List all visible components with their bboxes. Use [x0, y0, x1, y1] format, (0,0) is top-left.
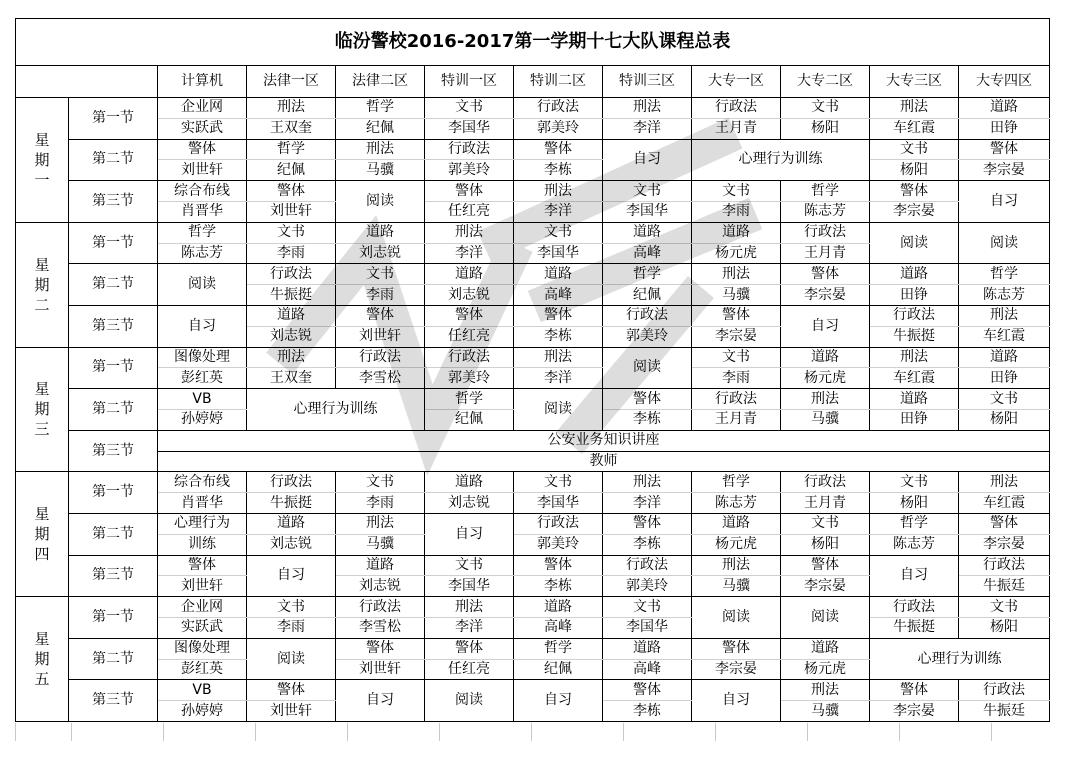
course-subject: 行政法	[870, 306, 959, 327]
course-subject: 道路	[425, 472, 514, 493]
course-subject: 道路	[959, 347, 1050, 368]
course-subject: 文书	[781, 98, 870, 119]
course-subject: 行政法	[959, 680, 1050, 701]
course-subject: 警体	[158, 555, 247, 576]
course-teacher: 李洋	[514, 202, 603, 223]
course-subject: 文书	[425, 555, 514, 576]
course-teacher: 马骥	[781, 409, 870, 430]
period-label: 第二节	[69, 139, 158, 181]
course-subject: 道路	[870, 389, 959, 410]
course-subject: 文书	[425, 98, 514, 119]
course-teacher: 王月青	[781, 243, 870, 264]
course-teacher: 马骥	[336, 534, 425, 555]
period-label: 第一节	[69, 222, 158, 264]
course-teacher: 高峰	[514, 285, 603, 306]
course-merged: 阅读	[870, 222, 959, 264]
course-teacher: 田铮	[870, 409, 959, 430]
course-subject: 警体	[425, 181, 514, 202]
course-subject: 刑法	[514, 181, 603, 202]
lecture-teacher: 教师	[158, 451, 1050, 472]
period-label: 第三节	[69, 306, 158, 348]
course-teacher: 孙婷婷	[158, 701, 247, 722]
course-subject: 警体	[425, 638, 514, 659]
course-subject: 行政法	[247, 472, 336, 493]
course-teacher: 李雨	[247, 243, 336, 264]
course-teacher: 陈志芳	[959, 285, 1050, 306]
course-teacher: 李洋	[603, 118, 692, 139]
course-teacher: 刘世轩	[158, 576, 247, 597]
course-teacher: 杨元虎	[781, 368, 870, 389]
course-merged: 自习	[781, 306, 870, 348]
course-teacher: 任红亮	[425, 202, 514, 223]
course-teacher: 郭美玲	[425, 160, 514, 181]
course-subject: 行政法	[514, 513, 603, 534]
course-subject: 警体	[603, 513, 692, 534]
course-teacher: 李栋	[603, 409, 692, 430]
course-subject: 心理行为	[158, 513, 247, 534]
course-teacher: 刘志锐	[336, 576, 425, 597]
course-subject: 哲学	[158, 222, 247, 243]
course-teacher: 牛振挺	[247, 285, 336, 306]
course-teacher: 实跃武	[158, 617, 247, 638]
column-header: 特训三区	[603, 65, 692, 97]
day-label	[16, 472, 69, 597]
course-teacher: 李洋	[425, 617, 514, 638]
course-teacher: 杨元虎	[692, 243, 781, 264]
spreadsheet-bottom-row	[15, 723, 1049, 741]
course-subject: 刑法	[692, 264, 781, 285]
course-teacher: 马骥	[692, 285, 781, 306]
course-merged: 阅读	[158, 264, 247, 306]
course-subject: 刑法	[336, 513, 425, 534]
course-subject: 行政法	[247, 264, 336, 285]
period-label: 第二节	[69, 513, 158, 555]
course-subject: 道路	[247, 513, 336, 534]
course-teacher: 孙婷婷	[158, 409, 247, 430]
course-subject: 哲学	[870, 513, 959, 534]
course-teacher: 李雨	[247, 617, 336, 638]
course-teacher: 刘志锐	[336, 243, 425, 264]
course-subject: 刑法	[603, 472, 692, 493]
period-label: 第三节	[69, 680, 158, 722]
day-name: 星期五	[34, 630, 50, 689]
course-subject: 哲学	[247, 139, 336, 160]
course-subject: 警体	[781, 264, 870, 285]
course-teacher: 杨阳	[781, 534, 870, 555]
column-header: 大专三区	[870, 65, 959, 97]
course-subject: VB	[158, 680, 247, 701]
course-teacher: 牛振挺	[247, 493, 336, 514]
course-teacher: 纪佩	[514, 659, 603, 680]
course-subject: 警体	[603, 389, 692, 410]
course-teacher: 纪佩	[336, 118, 425, 139]
day-name: 星期四	[34, 505, 50, 564]
period-label: 第一节	[69, 98, 158, 140]
course-subject: 行政法	[336, 597, 425, 618]
course-teacher: 田铮	[870, 285, 959, 306]
period-label: 第一节	[69, 472, 158, 514]
page-title: 临汾警校2016-2017第一学期十七大队课程总表	[16, 19, 1050, 66]
course-subject: 文书	[336, 472, 425, 493]
course-merged: 自习	[603, 139, 692, 181]
course-merged: 自习	[514, 680, 603, 722]
day-label	[16, 347, 69, 472]
course-subject: 刑法	[514, 347, 603, 368]
course-teacher: 纪佩	[425, 409, 514, 430]
period-label: 第三节	[69, 555, 158, 597]
course-subject: 文书	[603, 181, 692, 202]
course-teacher: 李洋	[425, 243, 514, 264]
period-label: 第三节	[69, 181, 158, 223]
course-teacher: 郭美玲	[603, 326, 692, 347]
course-subject: 道路	[603, 222, 692, 243]
course-teacher: 任红亮	[425, 326, 514, 347]
course-subject: 道路	[514, 597, 603, 618]
course-teacher: 李宗晏	[692, 326, 781, 347]
day-name: 星期三	[34, 380, 50, 439]
course-teacher: 李雨	[692, 368, 781, 389]
course-teacher: 王月青	[781, 493, 870, 514]
course-teacher: 纪佩	[247, 160, 336, 181]
course-subject: 刑法	[692, 555, 781, 576]
course-subject: 哲学	[336, 98, 425, 119]
course-subject: 文书	[692, 181, 781, 202]
course-subject: 综合布线	[158, 472, 247, 493]
course-subject: 警体	[692, 306, 781, 327]
column-header: 特训二区	[514, 65, 603, 97]
course-subject: 道路	[959, 98, 1050, 119]
course-teacher: 任红亮	[425, 659, 514, 680]
course-teacher: 马骥	[781, 701, 870, 722]
course-teacher: 王月青	[692, 409, 781, 430]
course-subject: 行政法	[603, 555, 692, 576]
column-header: 特训一区	[425, 65, 514, 97]
period-label: 第二节	[69, 638, 158, 680]
course-subject: 文书	[514, 222, 603, 243]
course-subject: 道路	[870, 264, 959, 285]
course-teacher: 实跃武	[158, 118, 247, 139]
course-teacher: 刘世轩	[158, 160, 247, 181]
course-subject: 警体	[158, 139, 247, 160]
course-teacher: 李国华	[514, 243, 603, 264]
course-teacher: 高峰	[603, 243, 692, 264]
course-subject: 警体	[959, 139, 1050, 160]
course-subject: 行政法	[692, 98, 781, 119]
column-header: 大专二区	[781, 65, 870, 97]
course-teacher: 李栋	[603, 701, 692, 722]
course-teacher: 车红霞	[959, 326, 1050, 347]
day-name: 星期二	[34, 255, 50, 314]
course-teacher: 李宗晏	[781, 576, 870, 597]
course-merged: 阅读	[514, 389, 603, 431]
schedule-table	[15, 18, 1050, 722]
course-subject: 道路	[781, 347, 870, 368]
course-subject: 刑法	[603, 98, 692, 119]
course-teacher: 彭红英	[158, 659, 247, 680]
course-teacher: 刘志锐	[425, 285, 514, 306]
course-merged: 阅读	[425, 680, 514, 722]
period-label: 第一节	[69, 597, 158, 639]
course-teacher: 郭美玲	[514, 534, 603, 555]
course-teacher: 李洋	[514, 368, 603, 389]
course-merged: 自习	[425, 513, 514, 555]
course-subject: 警体	[336, 306, 425, 327]
course-merged: 自习	[247, 555, 336, 597]
course-subject: 刑法	[959, 306, 1050, 327]
course-subject: 道路	[692, 222, 781, 243]
course-subject: 综合布线	[158, 181, 247, 202]
course-teacher: 李国华	[603, 617, 692, 638]
course-teacher: 李栋	[514, 576, 603, 597]
course-teacher: 陈志芳	[692, 493, 781, 514]
course-subject: 文书	[336, 264, 425, 285]
day-label	[16, 597, 69, 722]
course-subject: 文书	[514, 472, 603, 493]
course-merged: 阅读	[959, 222, 1050, 264]
course-subject: 刑法	[247, 98, 336, 119]
course-subject: 行政法	[514, 98, 603, 119]
course-merged: 阅读	[781, 597, 870, 639]
course-teacher: 彭红英	[158, 368, 247, 389]
course-subject: 警体	[959, 513, 1050, 534]
period-label: 第一节	[69, 347, 158, 389]
course-teacher: 李国华	[425, 576, 514, 597]
lecture-title: 公安业务知识讲座	[158, 430, 1050, 451]
course-teacher: 车红霞	[959, 493, 1050, 514]
course-teacher: 李洋	[603, 493, 692, 514]
course-subject: 图像处理	[158, 638, 247, 659]
course-merged: 自习	[692, 680, 781, 722]
course-teacher: 王月青	[692, 118, 781, 139]
course-teacher: 李国华	[425, 118, 514, 139]
header-corner	[16, 65, 158, 97]
course-teacher: 陈志芳	[870, 534, 959, 555]
course-teacher: 李雨	[336, 285, 425, 306]
course-subject: 警体	[247, 181, 336, 202]
course-teacher: 训练	[158, 534, 247, 555]
course-subject: 文书	[870, 139, 959, 160]
course-subject: 警体	[514, 139, 603, 160]
course-subject: 警体	[692, 638, 781, 659]
course-subject: 哲学	[781, 181, 870, 202]
course-teacher: 牛振廷	[959, 576, 1050, 597]
course-subject: 哲学	[514, 638, 603, 659]
course-subject: 文书	[692, 347, 781, 368]
course-subject: 道路	[603, 638, 692, 659]
day-name: 星期一	[34, 130, 50, 189]
course-subject: 企业网	[158, 98, 247, 119]
course-subject: 行政法	[425, 139, 514, 160]
course-merged: 自习	[336, 680, 425, 722]
course-teacher: 杨阳	[870, 160, 959, 181]
course-teacher: 刘世轩	[336, 659, 425, 680]
course-teacher: 李雨	[692, 202, 781, 223]
course-teacher: 王双奎	[247, 118, 336, 139]
course-teacher: 陈志芳	[781, 202, 870, 223]
course-subject: VB	[158, 389, 247, 410]
course-subject: 哲学	[425, 389, 514, 410]
course-subject: 行政法	[425, 347, 514, 368]
course-subject: 行政法	[781, 222, 870, 243]
course-teacher: 郭美玲	[603, 576, 692, 597]
course-teacher: 田铮	[959, 118, 1050, 139]
course-subject: 文书	[870, 472, 959, 493]
course-subject: 警体	[514, 555, 603, 576]
course-teacher: 李宗晏	[870, 202, 959, 223]
course-teacher: 李宗晏	[692, 659, 781, 680]
course-subject: 道路	[425, 264, 514, 285]
column-header: 计算机	[158, 65, 247, 97]
course-teacher: 刘世轩	[247, 701, 336, 722]
course-subject: 文书	[959, 597, 1050, 618]
course-subject: 刑法	[247, 347, 336, 368]
course-teacher: 李宗晏	[959, 160, 1050, 181]
course-merged: 阅读	[692, 597, 781, 639]
course-teacher: 李栋	[514, 160, 603, 181]
course-subject: 警体	[870, 181, 959, 202]
course-subject: 刑法	[781, 389, 870, 410]
course-merged: 自习	[959, 181, 1050, 223]
period-label: 第二节	[69, 389, 158, 431]
course-subject: 行政法	[870, 597, 959, 618]
column-header: 法律一区	[247, 65, 336, 97]
course-subject: 道路	[692, 513, 781, 534]
course-merged: 阅读	[336, 181, 425, 223]
column-header: 大专一区	[692, 65, 781, 97]
course-teacher: 李雨	[336, 493, 425, 514]
course-teacher: 车红霞	[870, 368, 959, 389]
course-teacher: 刘志锐	[425, 493, 514, 514]
course-subject: 刑法	[425, 222, 514, 243]
course-subject: 行政法	[781, 472, 870, 493]
course-teacher: 李栋	[514, 326, 603, 347]
course-subject: 道路	[514, 264, 603, 285]
course-teacher: 李国华	[603, 202, 692, 223]
course-subject: 警体	[870, 680, 959, 701]
course-subject: 文书	[603, 597, 692, 618]
course-subject: 刑法	[870, 347, 959, 368]
course-subject: 图像处理	[158, 347, 247, 368]
course-subject: 刑法	[425, 597, 514, 618]
course-teacher: 郭美玲	[425, 368, 514, 389]
period-label: 第三节	[69, 430, 158, 472]
course-subject: 行政法	[959, 555, 1050, 576]
course-subject: 文书	[247, 597, 336, 618]
course-teacher: 高峰	[514, 617, 603, 638]
course-subject: 警体	[247, 680, 336, 701]
course-teacher: 李宗晏	[781, 285, 870, 306]
course-subject: 文书	[781, 513, 870, 534]
course-merged: 心理行为训练	[870, 638, 1050, 680]
course-teacher: 杨阳	[959, 617, 1050, 638]
course-teacher: 杨元虎	[692, 534, 781, 555]
course-subject: 道路	[336, 555, 425, 576]
course-teacher: 李雪松	[336, 368, 425, 389]
course-subject: 行政法	[603, 306, 692, 327]
course-subject: 刑法	[781, 680, 870, 701]
course-subject: 刑法	[870, 98, 959, 119]
course-subject: 哲学	[692, 472, 781, 493]
course-merged: 自习	[158, 306, 247, 348]
column-header: 法律二区	[336, 65, 425, 97]
course-teacher: 李宗晏	[959, 534, 1050, 555]
course-teacher: 田铮	[959, 368, 1050, 389]
schedule-sheet	[15, 18, 1049, 722]
course-teacher: 马骥	[692, 576, 781, 597]
period-label: 第二节	[69, 264, 158, 306]
course-subject: 企业网	[158, 597, 247, 618]
course-subject: 警体	[425, 306, 514, 327]
course-teacher: 牛振挺	[870, 326, 959, 347]
day-label	[16, 98, 69, 223]
course-teacher: 高峰	[603, 659, 692, 680]
course-subject: 刑法	[336, 139, 425, 160]
course-subject: 道路	[336, 222, 425, 243]
course-subject: 道路	[781, 638, 870, 659]
course-teacher: 肖晋华	[158, 202, 247, 223]
course-teacher: 李栋	[603, 534, 692, 555]
course-merged: 阅读	[603, 347, 692, 389]
course-teacher: 李宗晏	[870, 701, 959, 722]
course-subject: 警体	[336, 638, 425, 659]
course-teacher: 杨阳	[870, 493, 959, 514]
course-teacher: 马骥	[336, 160, 425, 181]
course-teacher: 牛振廷	[959, 701, 1050, 722]
course-subject: 文书	[247, 222, 336, 243]
course-teacher: 陈志芳	[158, 243, 247, 264]
day-label	[16, 222, 69, 347]
course-subject: 警体	[781, 555, 870, 576]
course-teacher: 肖晋华	[158, 493, 247, 514]
course-teacher: 李国华	[514, 493, 603, 514]
course-teacher: 王双奎	[247, 368, 336, 389]
course-teacher: 牛振挺	[870, 617, 959, 638]
course-teacher: 纪佩	[603, 285, 692, 306]
course-teacher: 郭美玲	[514, 118, 603, 139]
course-merged: 自习	[870, 555, 959, 597]
course-subject: 警体	[514, 306, 603, 327]
course-teacher: 杨阳	[781, 118, 870, 139]
column-header: 大专四区	[959, 65, 1050, 97]
course-subject: 行政法	[336, 347, 425, 368]
course-merged: 心理行为训练	[692, 139, 870, 181]
course-subject: 哲学	[959, 264, 1050, 285]
course-merged: 阅读	[247, 638, 336, 680]
course-teacher: 车红霞	[870, 118, 959, 139]
course-teacher: 刘志锐	[247, 534, 336, 555]
course-subject: 哲学	[603, 264, 692, 285]
course-teacher: 刘世轩	[247, 202, 336, 223]
course-merged: 心理行为训练	[247, 389, 425, 431]
course-subject: 文书	[959, 389, 1050, 410]
course-subject: 警体	[603, 680, 692, 701]
course-teacher: 刘世轩	[336, 326, 425, 347]
course-subject: 道路	[247, 306, 336, 327]
course-teacher: 杨阳	[959, 409, 1050, 430]
course-subject: 行政法	[692, 389, 781, 410]
course-teacher: 刘志锐	[247, 326, 336, 347]
course-subject: 刑法	[959, 472, 1050, 493]
course-teacher: 李雪松	[336, 617, 425, 638]
course-teacher: 杨元虎	[781, 659, 870, 680]
